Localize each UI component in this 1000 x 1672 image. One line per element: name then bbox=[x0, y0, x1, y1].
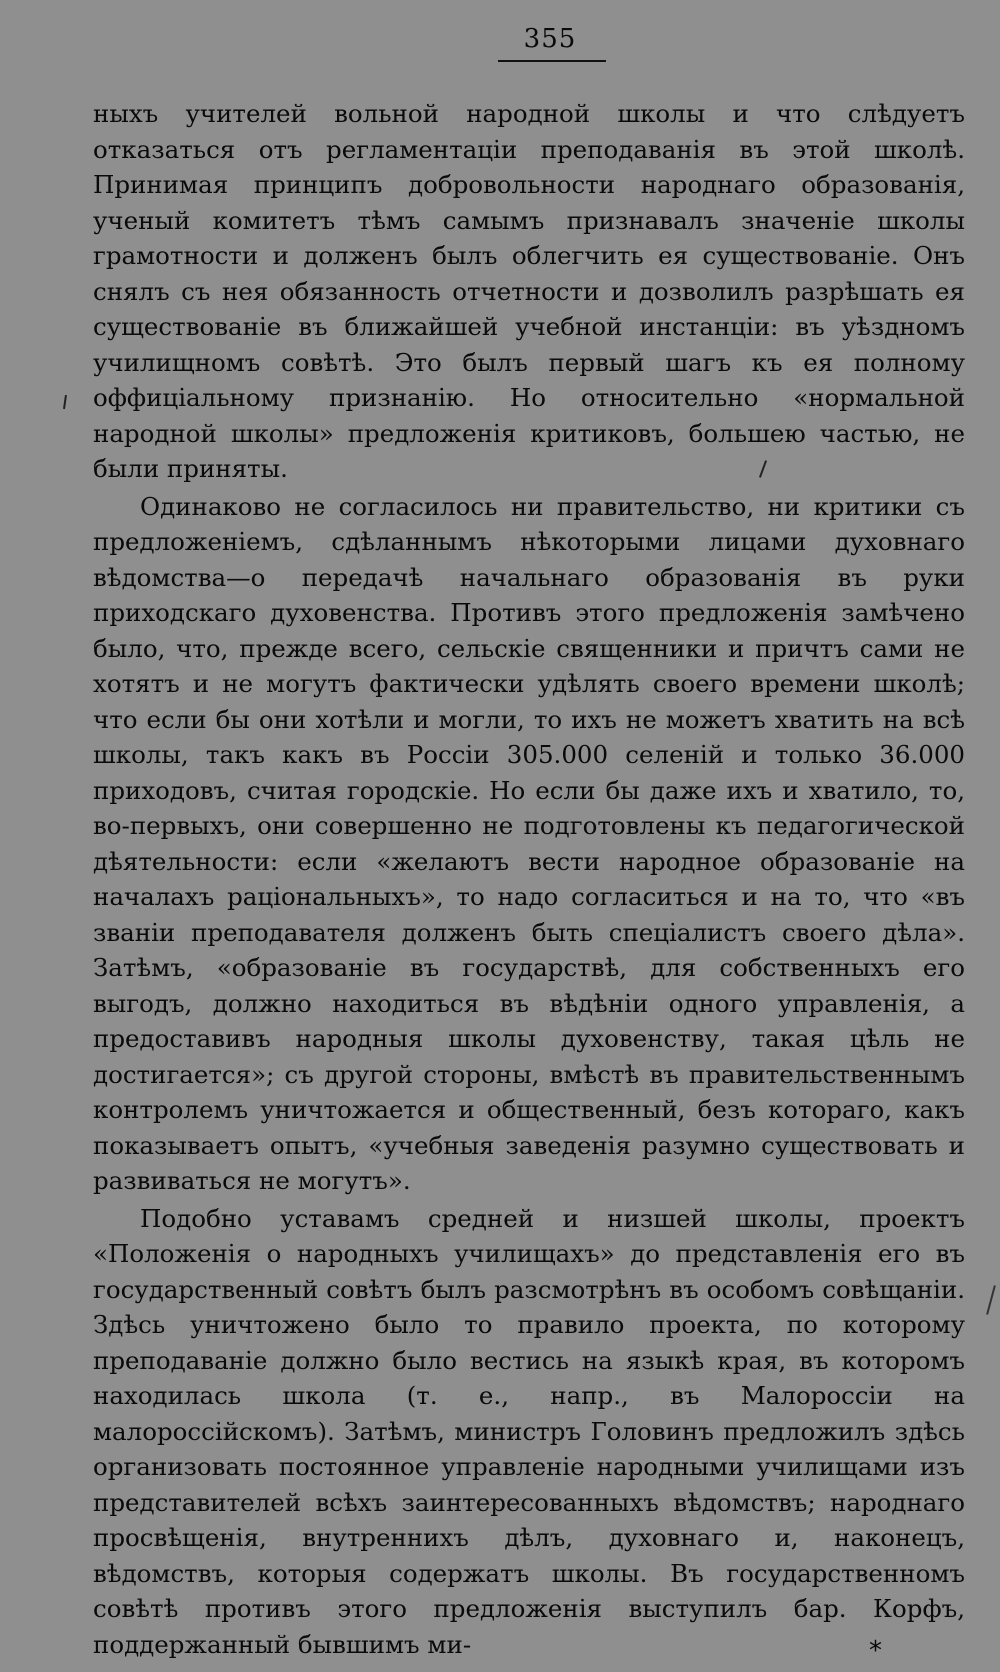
margin-pencil-mark bbox=[63, 395, 67, 409]
paragraph-3: Подобно уставамъ средней и низшей школы, проектъ «Положенія о народныхъ училищахъ» до представленія его въ государственный совѣтъ былъ разсмотрѣнъ въ особомъ совѣщаніи. Здѣсь уничтожено было то правило проекта, по которому преподаваніе должно было вестись на языкѣ края, въ которомъ находилась школа (т. е., напр., въ Малороссіи на малороссійскомъ). Затѣмъ, министръ Головинъ предложилъ здѣсь организовать постоянное управленіе народными училищами изъ представителей всѣхъ заинтересованныхъ вѣдомствъ; народнаго просвѣщенія, внутреннихъ дѣлъ, духовнаго и, наконецъ, вѣдомствъ, которыя содержатъ школы. Въ государственномъ совѣтѣ противъ этого предложенія выступилъ бар. Корфъ, поддержанный бывшимъ ми- bbox=[93, 1203, 965, 1659]
page-number-rule bbox=[498, 60, 606, 62]
signature-mark: * bbox=[869, 1636, 882, 1666]
page-number: 355 bbox=[523, 24, 577, 54]
edge-pencil-mark bbox=[986, 1285, 996, 1314]
paragraph-1: ныхъ учителей вольной народной школы и что слѣдуетъ отказаться отъ регламентаціи преподаванія въ этой школѣ. Принимая принципъ добровольности народнаго образованія, ученый комитетъ тѣмъ самымъ признавалъ значеніе школы грамотности и долженъ былъ облегчить ея существованіе. Онъ снялъ съ нея обязанность отчетности и дозволилъ разрѣшать ея существованіе въ ближайшей учебной инстанціи: въ уѣздномъ училищномъ совѣтѣ. Это былъ первый шагъ къ ея полному оффиціальному признанію. Но относительно «нормальной народной школы» предложенія критиковъ, большею частью, не были приняты. bbox=[93, 99, 965, 483]
body-text bbox=[93, 96, 965, 1662]
paragraph-2: Одинаково не согласилось ни правительство, ни критики съ предложеніемъ, сдѣланнымъ нѣкоторыми лицами духовнаго вѣдомства—о передачѣ начальнаго образованія въ руки приходскаго духовенства. Противъ этого предложенія замѣчено было, что, прежде всего, сельскіе священники и причтъ сами не хотятъ и не могутъ фактически удѣлять своего времени школѣ; что если бы они хотѣли и могли, то ихъ не можетъ хватить на всѣ школы, такъ какъ въ Россіи 305.000 селеній и только 36.000 приходовъ, считая городскіе. Но если бы даже ихъ и хватило, то, во-первыхъ, они совершенно не подготовлены къ педагогической дѣятельности: если «желаютъ вести народное образованіе на началахъ раціональныхъ», то надо согласиться и на то, что «въ званіи преподавателя долженъ быть спеціалистъ своего дѣла». Затѣмъ, «образованіе въ государствѣ, для собственныхъ его выгодъ, должно находиться въ вѣдѣніи одного управленія, а предоставивъ народныя школы духовенству, такая цѣль не достигается»; съ другой стороны, вмѣстѣ въ правительственнымъ контролемъ уничтожается и общественный, безъ котораго, какъ показываетъ опытъ, «учебныя заведенія разумно существовать и развиваться не могутъ». bbox=[93, 491, 965, 1195]
